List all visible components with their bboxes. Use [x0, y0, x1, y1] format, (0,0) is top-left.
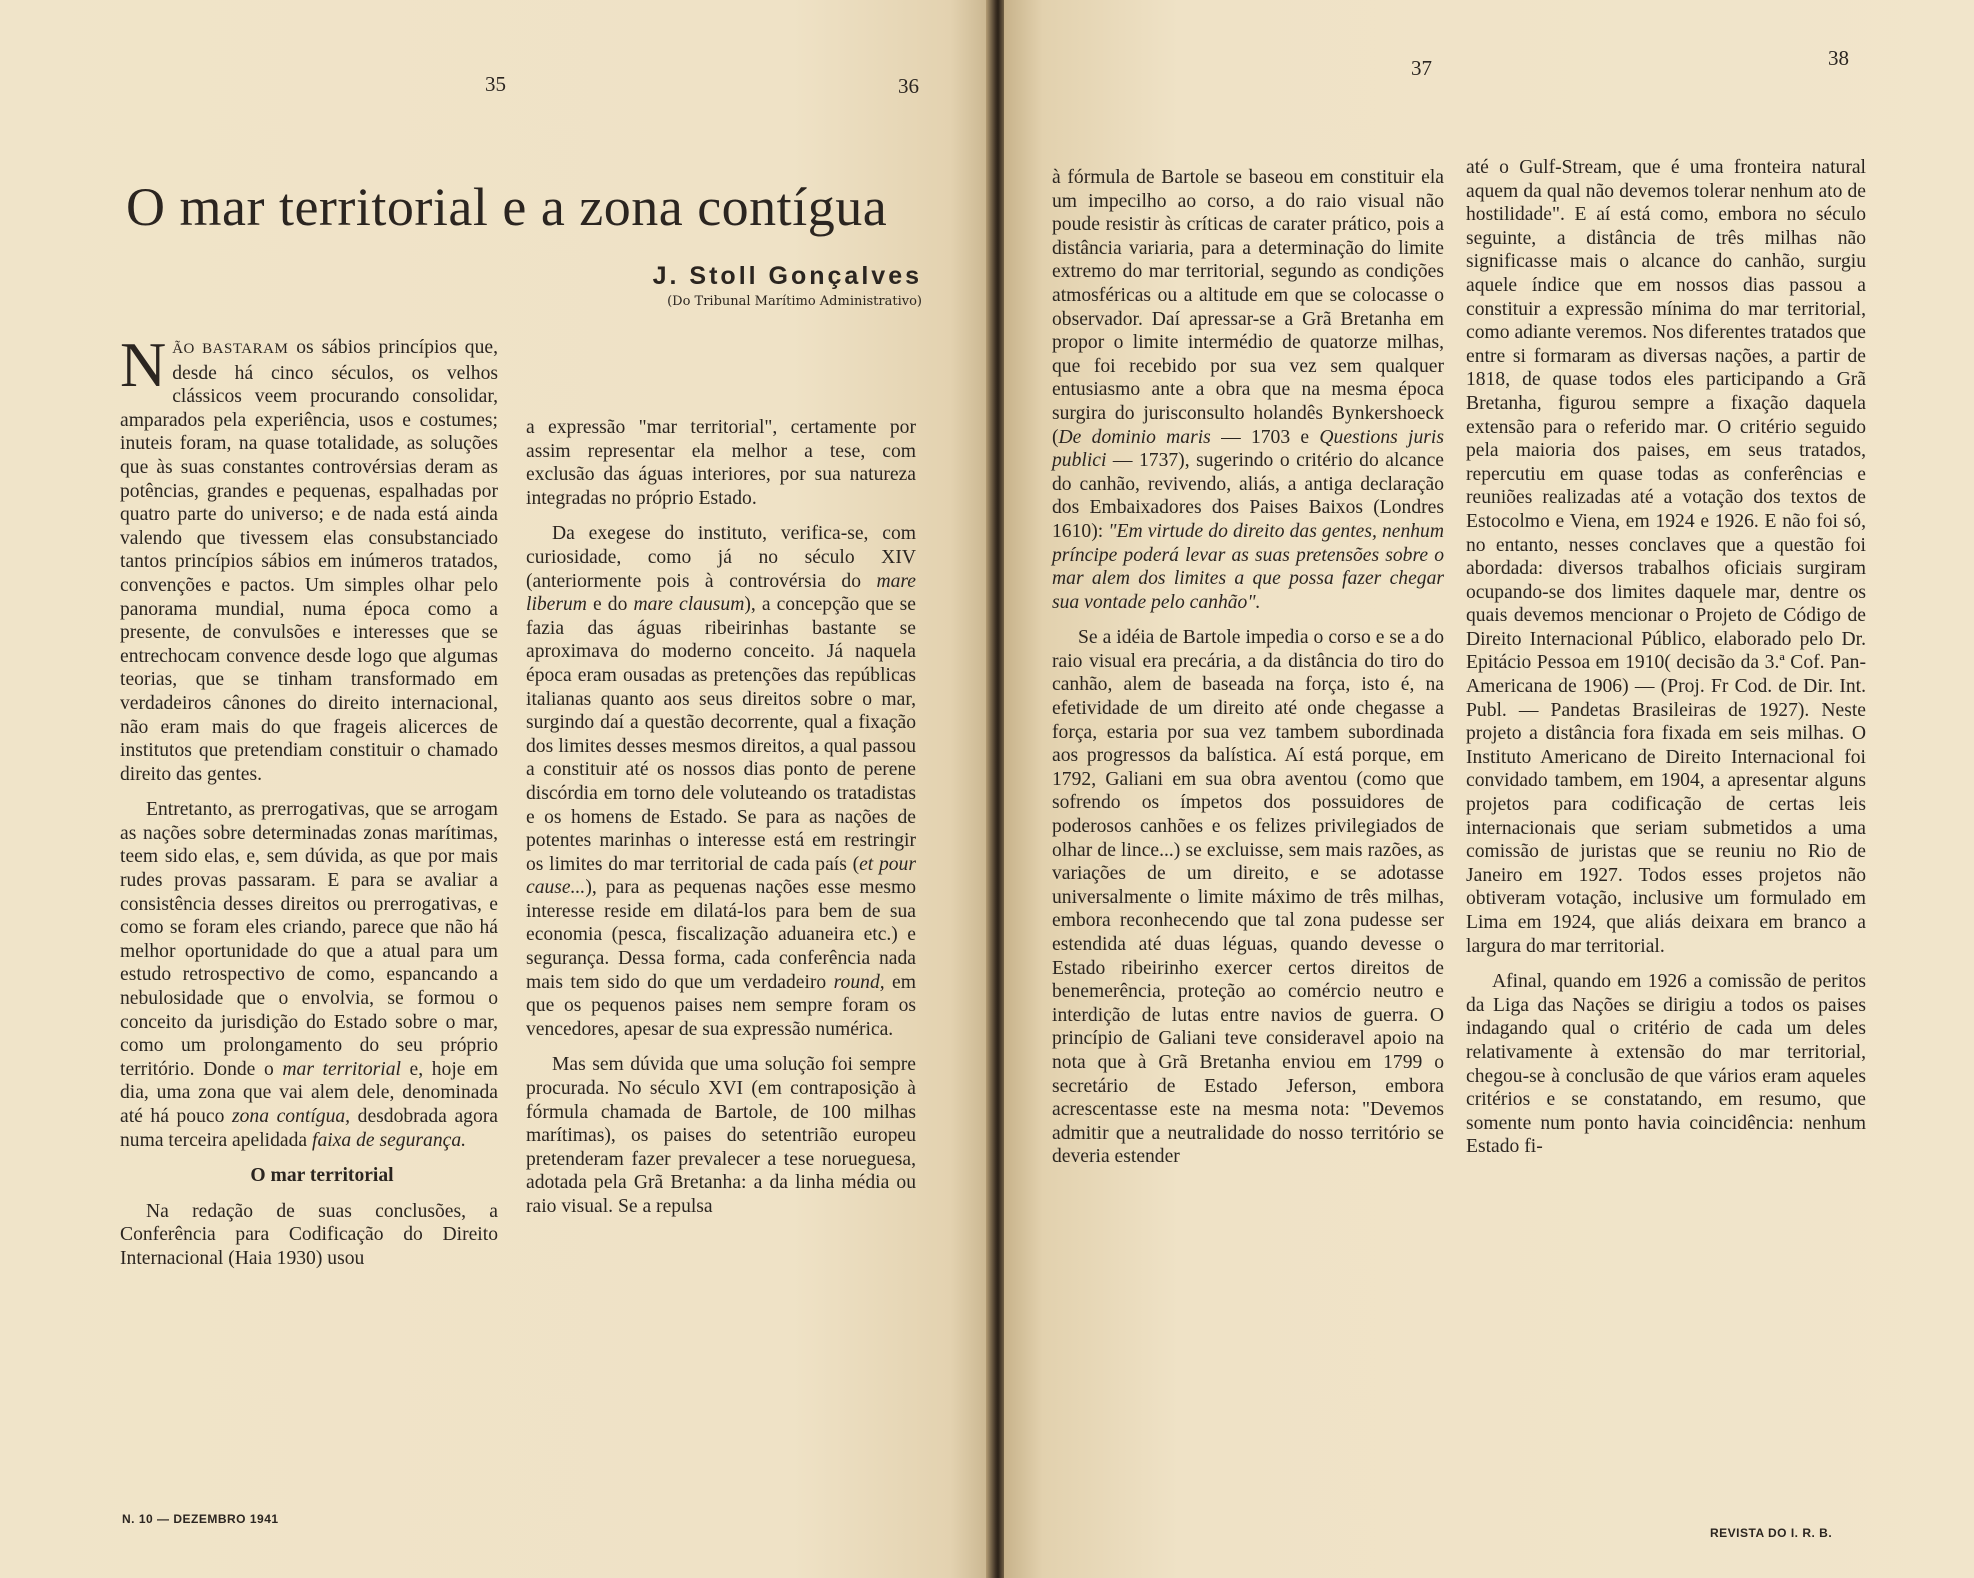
opening-caps: ÃO BASTARAM — [172, 341, 289, 357]
paragraph — [120, 798, 498, 1152]
author-affiliation: (Do Tribunal Marítimo Administrativo) — [667, 294, 922, 309]
text: ), para as pequenas nações esse mesmo interesse reside em dilatá-los para bem de sua economia (pesca, fiscalização aduaneira etc.) e segurança. Dessa forma, cada conferência nada mais tem sido do que um verdadeiro — [526, 877, 916, 993]
footer-issue: N. 10 — DEZEMBRO 1941 — [122, 1512, 279, 1526]
column-3 — [1052, 166, 1444, 1181]
text: à fórmula de Bartole se baseou em constituir ela um impecilho ao corso, a do raio visual não poude resistir às críticas de carater prático, pois a distância variaria, para a determinação do limite extremo do mar territorial, segundo as condições atmosféricas ou a altitude em que se colocasse o observador. Daí apressar-se a Grã Bretanha em propor o limite intermédio de quatorze milhas, que foi recebido por sua vez sem qualquer entusiasmo ante a obra que na mesma época surgira do jurisconsulto holandês Bynkershoeck ( — [1052, 167, 1444, 448]
paragraph: até o Gulf-Stream, que é uma fronteira natural aquem da qual não devemos tolerar nenhum ato de hostilidade". E aí está como, embora no século seguinte, a distância de três milhas não significasse mais o alcance do canhão, surgiu aquele índice que em nossos dias passou a constituir a expressão mínima do mar territorial, como adiante veremos. Nos diferentes tratados que entre si formaram as diversas nações, a partir de 1818, de quase todos eles participando a Grã Bretanha, figurou sempre a fixação daquela extensão para o referido mar. O critério seguido pela maioria dos paises, em seus tratados, repercutiu em quase todas as conferências e reuniões realizadas até a votação dos textos de Estocolmo e Viena, em 1924 e 1926. E não foi só, no entanto, nesses conclaves que a questão foi abordada: diversos trabalhos oficiais surgiram ocupando-se dos limites daquele mar, dentre os quais devemos mencionar o Projeto de Código de Direito Internacional Público, elaborado pelo Dr. Epitácio Pessoa em 1910( decisão da 3.ª Cof. Pan-Americana de 1906) — (Proj. Fr Cod. de Dir. Int. Publ. — Pandetas Brasileiras de 1927). Neste projeto a distância fora fixada em seis milhas. O Instituto Americano de Direito Internacional foi convidado tambem, em 1904, a apresentar alguns projetos para codificação de certas leis internacionais que seriam submetidos a uma comissão de juristas que se reuniu no Rio de Janeiro em 1927. Todos esses projetos não obtiveram votação, inclusive um formulado em Lima em 1924, que aliás deixara em branco a largura do mar territorial. — [1466, 157, 1866, 957]
italic-text: zona contígua, — [231, 1106, 351, 1127]
text: Da exegese do instituto, verifica-se, com curiosidade, como já no século XIV (anteriormente pois à controvérsia do — [526, 523, 916, 592]
page-number-37: 37 — [1411, 56, 1432, 80]
italic-text: mare liberum — [526, 570, 916, 616]
page-number-35: 35 — [485, 72, 506, 96]
text: e do — [586, 594, 634, 616]
text: e, hoje em dia, uma zona que vai alem dele, denominada até há pouco — [120, 1058, 498, 1127]
italic-text: et pour cause... — [526, 853, 916, 899]
italic-text: mar territorial — [282, 1058, 401, 1080]
page-number-38: 38 — [1828, 46, 1849, 70]
italic-text: "Em virtude do direito das gentes, nenhum príncipe poderá levar as suas pretensões sobre o mar alem dos limites a que possa fazer chegar sua vontade pelo canhão". — [1052, 520, 1445, 613]
text: desdobrada agora numa terceira apelidada — [120, 1106, 498, 1151]
section-heading: O mar territorial — [250, 1165, 394, 1187]
author-name: J. Stoll Gonçalves — [652, 262, 922, 290]
column-1 — [120, 329, 498, 1283]
paragraph: Na redação de suas conclusões, a Conferência para Codificação do Direito Internacional (Haia 1930) usou — [120, 1200, 498, 1269]
paragraph — [1052, 166, 1444, 614]
paragraph: Mas sem dúvida que uma solução foi sempre procurada. No século XVI (em contraposição à fórmula chamada de Bartole, de 100 milhas marítimas), os paises do setentrião europeu pretenderam fazer prevalecer a tese norueguesa, adotada pela Grã Bretanha: a da linha média ou raio visual. Se a repulsa — [526, 1054, 916, 1217]
paragraph — [120, 329, 498, 786]
italic-text: De dominio maris — [1058, 426, 1211, 448]
drop-cap: N — [120, 329, 167, 400]
text: — 1737), sugerindo o critério do alcance do canhão, revivendo, aliás, a antiga declaração dos Embaixadores dos Paises Baixos (Londres 1610): — [1052, 450, 1444, 542]
paragraph — [526, 522, 916, 1041]
italic-text: mare clausum — [633, 594, 745, 616]
italic-text: round, — [833, 971, 885, 993]
text: — 1703 e — [1210, 426, 1320, 448]
right-page — [1004, 0, 1974, 1578]
italic-text: faixa de segurança. — [312, 1129, 467, 1151]
text: os sábios princípios que, desde há cinco séculos, os velhos clássicos veem procurando consolidar, amparados pela experiência, usos e costumes; inuteis foram, na quase totalidade, as soluções que às suas constantes controvérsias deram as potências, grandes e pequenas, espalhadas por quatro parte do universo; e de nada está ainda valendo que tivessem elas consubstanciado tantos princípios sábios em inúmeros tratados, convenções e pactos. Um simples olhar pelo panorama mundial, numa época como a presente, de convulsões e interesses que se entrechocam convence desde logo que algumas teorias, que se tinham transformado em verdadeiros cânones do direito internacional, não eram mais do que frageis alicerces de institutos que pretendiam constituir o chamado direito das gentes. — [120, 337, 498, 785]
text: em que os pequenos paises nem sempre foram os vencedores, apesar de sua expressão numérica. — [526, 971, 916, 1040]
page-number-36: 36 — [898, 74, 919, 98]
paragraph: a expressão "mar territorial", certamente por assim representar ela melhor a tese, com exclusão das águas interiores, por sua natureza integradas no próprio Estado. — [526, 417, 916, 509]
paragraph: Se a idéia de Bartole impedia o corso e se a do raio visual era precária, a da distância do tiro do canhão, alem de baseada na força, isto é, na efetividade de um direito até onde chegasse a força, estaria por sua vez tambem subordinada aos progressos da balística. Aí está porque, em 1792, Galiani em sua obra aventou (como que sofrendo os ímpetos dos possuidores de poderosos canhões e os felizes privilegiados de olhar de lince...) se excluisse, sem mais razões, as variações de um direito, e se adotasse universalmente o limite máximo de três milhas, embora reconhecendo que tal zona pudesse ser estendida até duas léguas, quando devesse o Estado ribeirinho exercer certos direitos de benemerência, proteção ao comércio neutro e interdição de lutas entre navios de guerra. O princípio de Galiani teve consideravel apoio na nota que à Grã Bretanha enviou em 1799 o secretário de Estado Jeferson, embora acrescentasse este na mesma nota: "Devemos admitir que a neutralidade do nosso território se deveria estender — [1052, 627, 1444, 1168]
text: Entretanto, as prerrogativas, que se arrogam as nações sobre determinadas zonas marítimas, teem sido elas, e, sem dúvida, as que por mais rudes provas passaram. E para se avaliar a consistência desses direitos ou prerrogativas, e como se foram eles criando, parece que não há melhor oportunidade do que a atual para um estudo retrospectivo de como, espancando a nebulosidade que o envolvia, se formou o conceito da jurisdição do Estado sobre o mar, como um prolongamento do seu próprio território. Donde o — [120, 799, 498, 1080]
text: ), a concepção que se fazia das águas ribeirinhas bastante se aproximava do moderno conceito. Já naquela época eram ousadas as pretenções das repúblicas italianas quanto aos seus direitos sobre o mar, surgindo daí a questão decorrente, qual a fixação dos limites desses mesmos direitos, a qual passou a constituir até os nossos dias ponto de perene discórdia em torno dele voluteando os tratadistas e os homens de Estado. Se para as nações de potentes marinhas o interesse está em restringir os limites do mar territorial de cada país ( — [526, 594, 917, 875]
italic-text: Questions juris publici — [1052, 426, 1444, 472]
footer-journal: REVISTA DO I. R. B. — [1710, 1526, 1833, 1540]
paragraph: Afinal, quando em 1926 a comissão de peritos da Liga das Nações se dirigiu a todos os paises indagando qual o critério de cada um deles relativamente à extensão do mar territorial, chegou-se à conclusão de que vários eram aqueles critérios e se constatando, em resumo, que somente num ponto havia coincidência: nenhum Estado fi- — [1466, 971, 1866, 1158]
column-2 — [526, 416, 916, 1231]
article-title: O mar territorial e a zona contígua — [126, 177, 888, 237]
column-4 — [1466, 156, 1866, 1171]
